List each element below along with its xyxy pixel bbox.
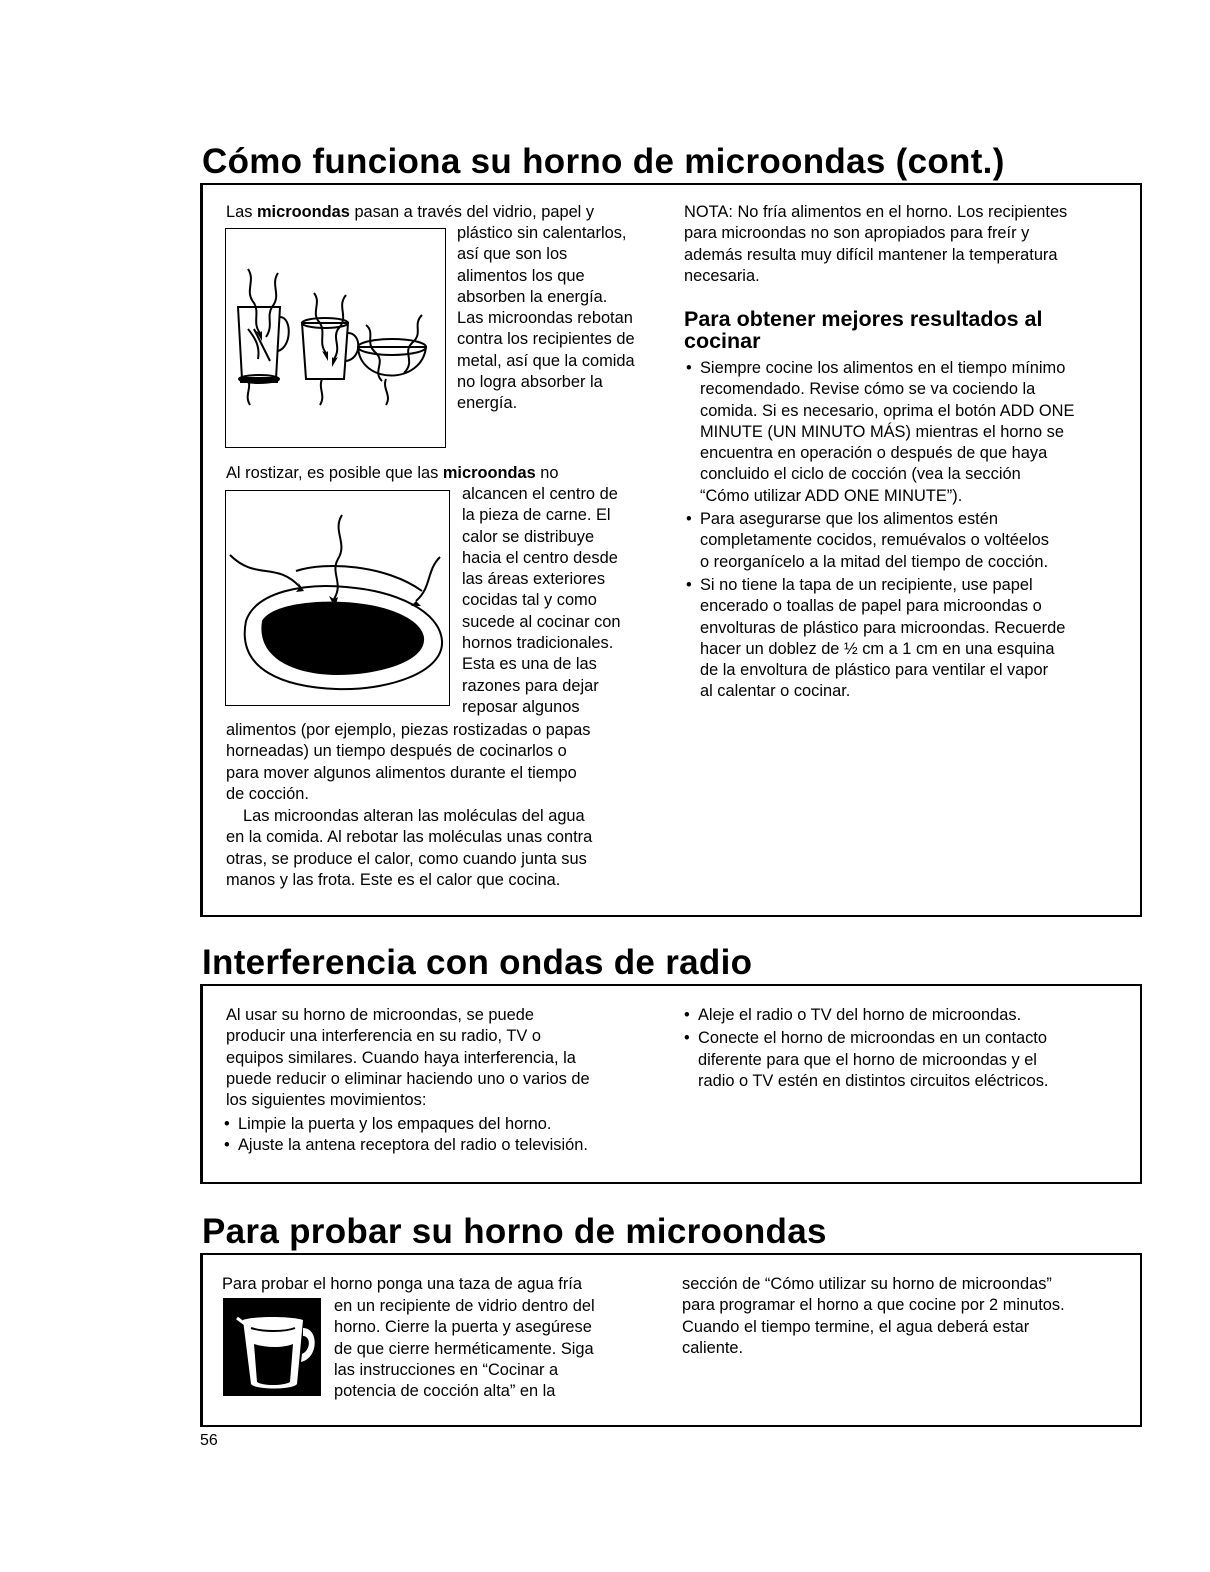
paragraph-roasting-wrap <box>462 484 672 718</box>
text-line: alcancen el centro de <box>462 485 618 503</box>
text-line: la pieza de carne. El <box>462 506 611 525</box>
best-results-list <box>684 358 1139 703</box>
containers-icon <box>226 229 444 445</box>
roast-meat-icon <box>226 491 448 703</box>
text-line: alimentos (por ejemplo, piezas rostizadas o papas <box>226 721 591 739</box>
illustration-containers <box>225 228 446 448</box>
text-line: para microondas no son apropiados para freír y <box>684 224 1030 243</box>
list-item: • Ajuste la antena receptora del radio o televisión. <box>222 1135 667 1156</box>
text-line: de cocción. <box>226 784 309 803</box>
text-line: razones para dejar <box>462 676 599 695</box>
text-line: las áreas exteriores <box>462 570 606 589</box>
text-line: no logra absorber la <box>457 373 603 392</box>
text-line: energía. <box>457 394 518 413</box>
test-lead: Para probar el horno ponga una taza de agua fría <box>222 1275 582 1293</box>
note <box>684 202 1134 287</box>
text-line: además resulta muy difícil mantener la temperatura <box>684 245 1058 264</box>
text-line: otras, se produce el calor, como cuando junta sus <box>226 849 587 868</box>
paragraph-molecules <box>226 806 666 891</box>
text-line: contra los recipientes de <box>457 330 635 349</box>
text-line: hornos tradicionales. <box>462 634 614 653</box>
test-wrap: en un recipiente de vidrio dentro del horno. Cierre la puerta y asegúrese de que cierre herméticamente. Siga las instrucciones en “Cocinar a potencia de cocción alta” en la <box>334 1297 595 1401</box>
text-lead: Las <box>226 203 257 221</box>
text-line: para mover algunos alimentos durante el tiempo <box>226 763 577 782</box>
paragraph-roasting <box>226 463 666 484</box>
measuring-cup-icon <box>223 1298 321 1396</box>
text-bold: microondas <box>442 464 536 482</box>
list-item: • Para asegurarse que los alimentos estén completamente cocidos, remuévalos o voltéelos o reorganícelo a la mitad del tiempo de cocción. <box>684 509 1139 573</box>
note-label: NOTA: <box>684 203 733 221</box>
text-bold: microondas <box>256 203 350 221</box>
text-line: reposar algunos <box>462 697 580 716</box>
cup-illustration <box>223 1298 321 1396</box>
text-line: No fría alimentos en el horno. Los recipientes <box>737 203 1068 221</box>
text-line: horneadas) un tiempo después de cocinarlos o <box>226 742 567 761</box>
list-item: • Siempre cocine los alimentos en el tiempo mínimo recomendado. Revise cómo se va cociendo la comida. Si es necesario, oprima el botón ADD ONE MINUTE (UN MINUTO MÁS) mientras el horno se encuentra en operación o después de que haya concluido el ciclo de cocción (vea la sección “Cómo utilizar ADD ONE MINUTE”). <box>684 358 1139 507</box>
text-line: metal, así que la comida <box>457 351 635 370</box>
radio-list-left <box>222 1114 667 1157</box>
paragraph-roasting-full <box>226 720 666 805</box>
page-number: 56 <box>200 1432 218 1449</box>
text-line: en la comida. Al rebotar las moléculas unas contra <box>226 828 593 847</box>
list-item: • Limpie la puerta y los empaques del horno. <box>222 1114 667 1135</box>
section-title-test: Para probar su horno de microondas <box>202 1212 827 1251</box>
list-item: • Conecte el horno de microondas en un contacto diferente para que el horno de microondas y el radio o TV estén en distintos circuitos eléctricos. <box>682 1028 1137 1092</box>
text-line: Las microondas rebotan <box>457 309 633 328</box>
text-rest: pasan a través del vidrio, papel y <box>349 203 595 221</box>
text-line: calor se distribuye <box>462 527 595 546</box>
text-line: absorben la energía. <box>457 287 608 306</box>
test-right: sección de “Cómo utilizar su horno de microondas” para programar el horno a que cocine por 2 minutos. Cuando el tiempo termine, el agua deberá estar caliente. <box>682 1275 1065 1357</box>
text-rest: no <box>535 464 559 482</box>
text-line: cocidas tal y como <box>462 591 597 610</box>
text-line: manos y las frota. Este es el calor que cocina. <box>226 870 561 889</box>
paragraph-intro-wrap <box>457 223 672 415</box>
paragraph-intro <box>226 202 666 223</box>
text-line: plástico sin calentarlos, <box>457 224 627 242</box>
section-title-radio: Interferencia con ondas de radio <box>202 943 753 982</box>
radio-intro: Al usar su horno de microondas, se puede producir una interferencia en su radio, TV o equipos similares. Cuando haya interferencia, la puede reducir o eliminar haciendo uno o varios de los siguientes movimientos: <box>226 1006 590 1110</box>
text-line: Esta es una de las <box>462 655 597 674</box>
subheading-best-results <box>684 308 1134 352</box>
section-title-how-it-works: Cómo funciona su horno de microondas (cont.) <box>202 142 1005 181</box>
radio-list-right <box>682 1005 1137 1092</box>
text-line: Las microondas alteran las moléculas del agua <box>243 807 585 825</box>
list-item: • Si no tiene la tapa de un recipiente, use papel encerado o toallas de papel para microondas o envolturas de plástico para microondas. Recuerde hacer un doblez de ½ cm a 1 cm en una esquina de la envoltura de plástico para ventilar el vapor al calentar o cocinar. <box>684 575 1139 703</box>
list-item: • Aleje el radio o TV del horno de microondas. <box>682 1005 1137 1026</box>
text-line: hacia el centro desde <box>462 548 618 567</box>
text-line: necesaria. <box>684 266 760 285</box>
text-line: Para obtener mejores resultados al <box>684 307 1043 331</box>
text-lead: Al rostizar, es posible que las <box>226 464 443 482</box>
illustration-roast <box>225 490 450 706</box>
text-line: cocinar <box>684 329 761 353</box>
text-line: así que son los <box>457 245 568 264</box>
text-line: sucede al cocinar con <box>462 612 621 631</box>
text-line: alimentos los que <box>457 266 585 285</box>
